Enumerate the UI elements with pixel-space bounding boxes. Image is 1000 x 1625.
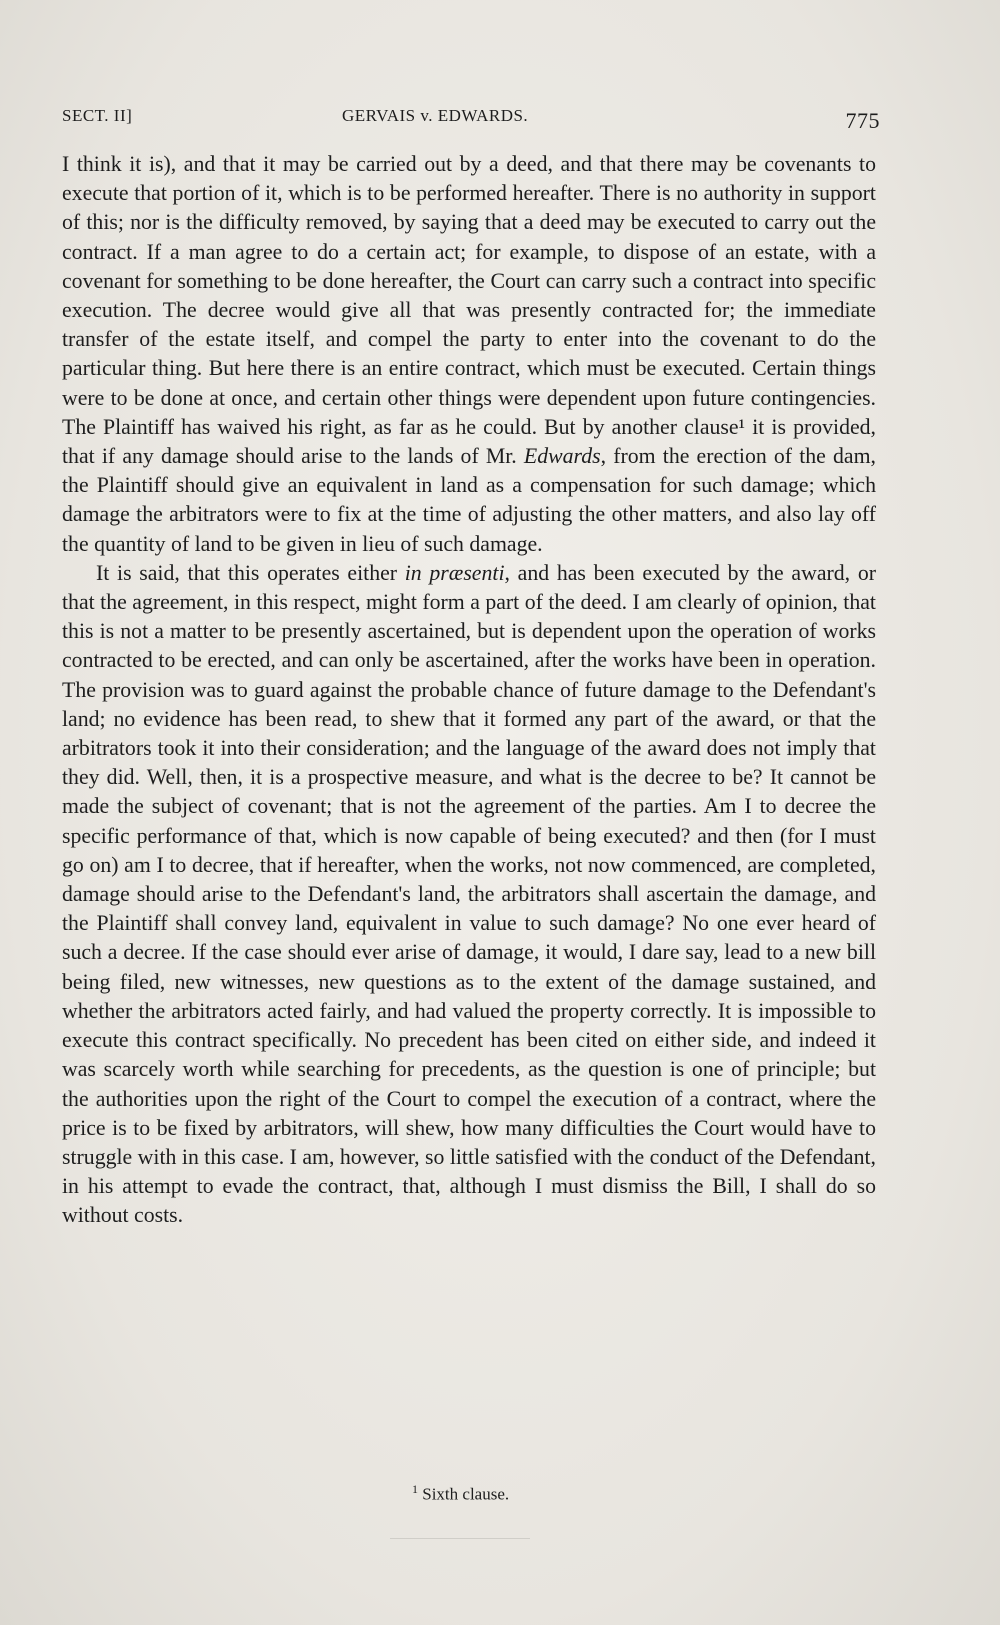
paragraph: It is said, that this operates either in præsenti, and has been executed by the award, or that the agreement, in this respect, might form a part of the deed. I am clearly of opinion, that this is not a matter to be presently ascertained, but is dependent upon the operation of works contracted to be erected, and can only be ascertained, after the works have been in operation. The provision was to guard against the probable chance of future damage to the Defendant's land; no evidence has been read, to shew that it formed any part of the award, or that the arbitrators took it into their consideration; and the language of the award does not imply that they did. Well, then, it is a prospective measure, and what is the decree to be? It cannot be made the subject of covenant; that is not the agreement of the parties. Am I to decree the specific performance of that, which is now capable of being executed? and then (for I must go on) am I to decree, that if hereafter, when the works, not now commenced, are completed, damage should arise to the Defendant's land, the arbitrators shall ascertain the damage, and the Plaintiff shall convey land, equivalent in value to such damage? No one ever heard of such a decree. If the case should ever arise of damage, it would, I dare say, lead to a new bill being filed, new witnesses, new questions as to the extent of the damage sustained, and whether the arbitrators acted fairly, and had valued the property correctly. It is impossible to execute this contract specifically. No precedent has been cited on either side, and indeed it was scarcely worth while searching for precedents, as the question is one of principle; but the authorities upon the right of the Court to compel the execution of a contract, where the price is to be fixed by arbitrators, will shew, how many difficulties the Court would have to struggle with in this case. I am, however, so little satisfied with the conduct of the Defendant, in his attempt to evade the contract, that, although I must dismiss the Bill, I shall do so without costs.	[62, 560, 876, 1228]
footnote-marker: 1	[412, 1482, 418, 1496]
footnote	[412, 1482, 509, 1505]
show-through-rule	[390, 1538, 530, 1539]
show-through-line	[80, 1408, 880, 1436]
page-header	[62, 100, 880, 136]
body-text	[62, 150, 876, 1231]
section-label: SECT. II]	[62, 106, 133, 125]
paragraph: I think it is), and that it may be carried out by a deed, and that there may be covenants to execute that portion of it, which is to be performed hereafter. There is no authority in support of this; nor is the difficulty removed, by saying that a deed may be executed to carry out the contract. If a man agree to do a certain act; for example, to dispose of an estate, with a covenant for something to be done hereafter, the Court can carry such a contract into specific execution. The decree would give all that was presently contracted for; the immediate transfer of the estate itself, and compel the party to enter into the covenant to do the particular thing. But here there is an entire contract, which must be executed. Certain things were to be done at once, and certain other things were dependent upon future contingencies. The Plaintiff has waived his right, as far as he could. But by another clause¹ it is provided, that if any damage should arise to the lands of Mr. Edwards, from the erection of the dam, the Plaintiff should give an equivalent in land as a compensation for such damage; which damage the arbitrators were to fix at the time of adjusting the other matters, and also lay off the quantity of land to be given in lieu of such damage.	[62, 152, 876, 556]
page-number: 775	[845, 108, 880, 133]
running-title: GERVAIS v. EDWARDS.	[342, 106, 529, 125]
footnote-text: Sixth clause.	[422, 1484, 510, 1504]
